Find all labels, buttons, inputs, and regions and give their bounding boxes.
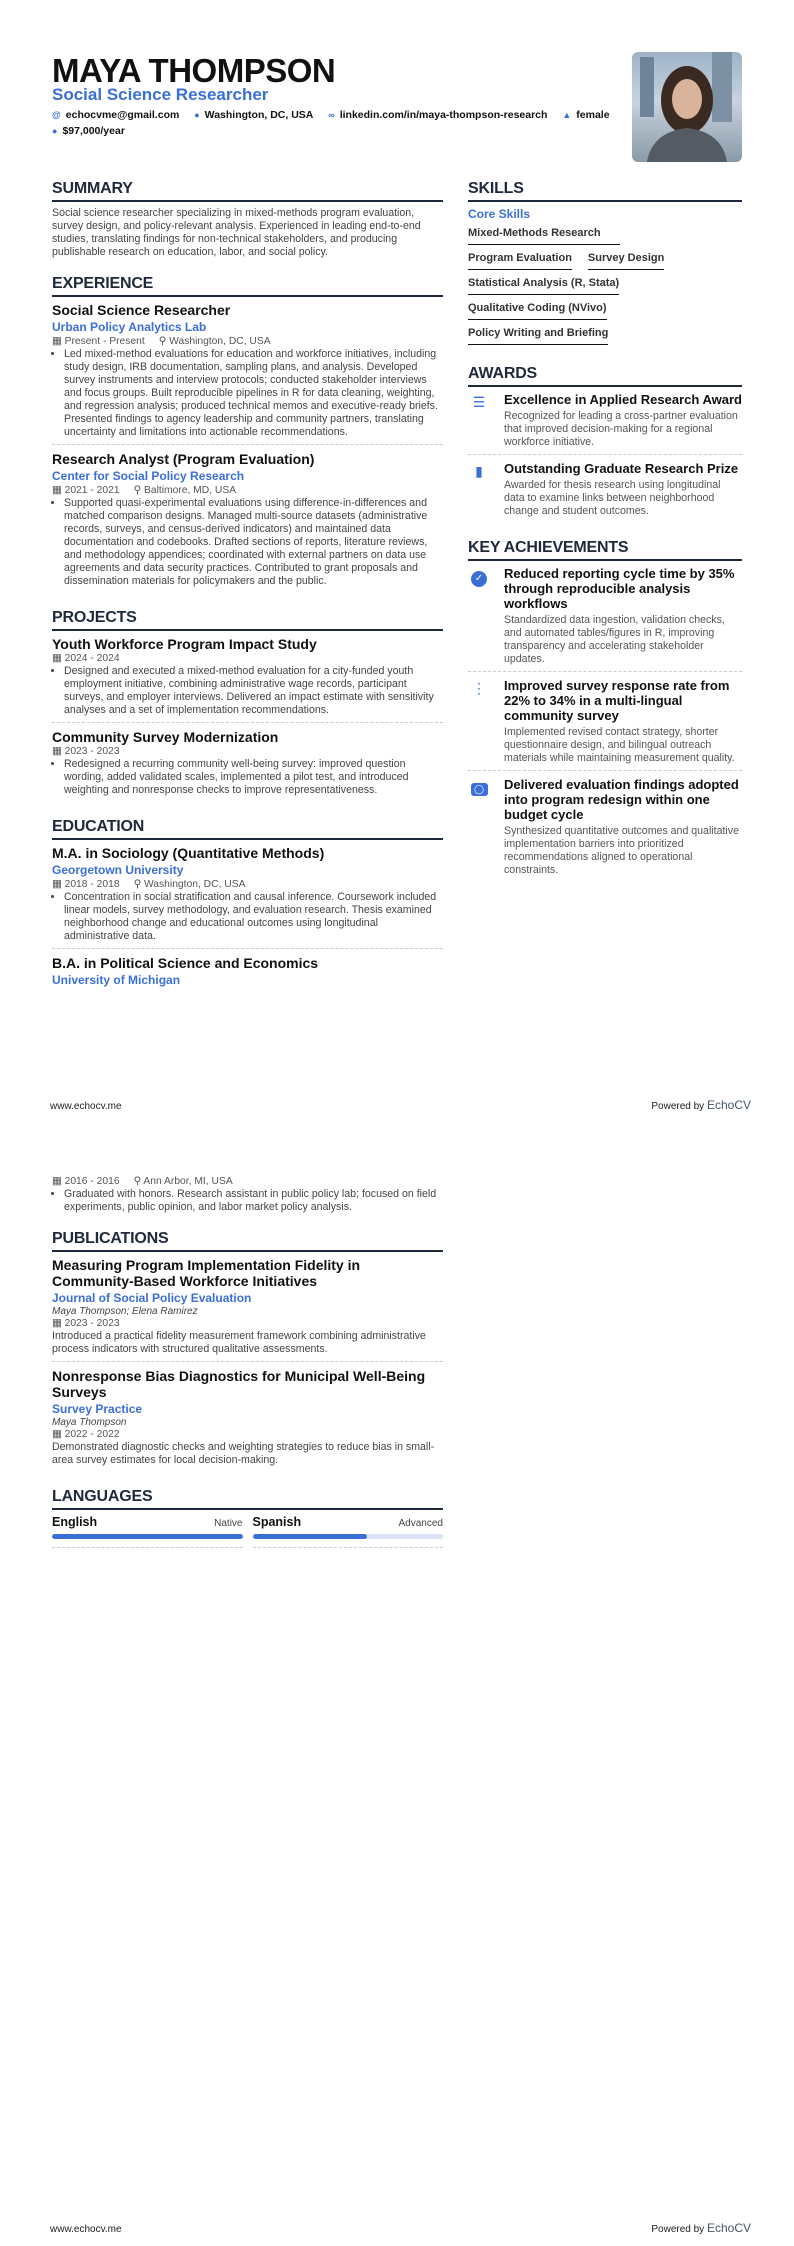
footer-powered-by[interactable]	[651, 2221, 751, 2235]
left-column	[52, 1175, 443, 1564]
publication-venue: Survey Practice	[52, 1402, 143, 1416]
section-heading: EXPERIENCE	[52, 275, 443, 297]
project-item	[52, 636, 443, 723]
email-text: echocvme@gmail.com	[65, 109, 180, 121]
at-icon: @	[52, 110, 61, 120]
publication-text: Introduced a practical fidelity measurement framework combining administrative process indicators with structured qualitative assessments.	[52, 1330, 426, 1355]
linkedin-text: linkedin.com/in/maya-thompson-research	[339, 109, 548, 121]
publication-authors: Maya Thompson; Elena Ramirez	[52, 1306, 198, 1317]
camera-icon: ◯	[468, 777, 490, 877]
candidate-name: MAYA THOMPSON	[52, 52, 336, 89]
location-icon: ⚲	[133, 1176, 144, 1187]
candidate-title: Social Science Researcher	[52, 85, 269, 104]
award-text: Recognized for leading a cross-partner evaluation that improved decision-making for a regional workforce initiative.	[504, 410, 738, 448]
publication-title: Measuring Program Implementation Fidelity in Community-Based Workforce Initiatives	[52, 1257, 361, 1289]
check-circle-icon: ✓	[468, 566, 490, 666]
brand-name: EchoCV	[706, 2221, 751, 2235]
education-item	[52, 845, 443, 949]
location-icon: ⚲	[133, 879, 144, 890]
proficiency-fill	[52, 1534, 243, 1539]
award-item	[468, 461, 742, 523]
dates: 2021 - 2021	[64, 485, 120, 496]
calendar-icon: ▦	[52, 485, 65, 496]
calendar-icon: ▦	[52, 1176, 65, 1187]
publication-title: Nonresponse Bias Diagnostics for Municipal Well-Being Surveys	[52, 1368, 426, 1400]
company-name: Center for Social Policy Research	[52, 469, 245, 483]
bullet: • Supported quasi-experimental evaluations using difference-in-differences and matched comparison designs. Managed multi-source datasets (administrative records, surveys, and census-derived indicators) and maintained data documentation and codebooks. Drafted sections of reports, literature reviews, and methodology appendices; coordinated with external partners on data use agreements and data security practices. Contributed to grant proposals and dissemination materials for policymakers and the public.	[64, 497, 443, 588]
section-heading: EDUCATION	[52, 818, 443, 840]
awards-section	[468, 365, 742, 523]
achievement-text: Synthesized quantitative outcomes and qualitative implementation barriers into prioritized recommendations aligned to operational constraints.	[504, 825, 739, 876]
location: Baltimore, MD, USA	[143, 485, 237, 496]
publication-text: Demonstrated diagnostic checks and weighting strategies to reduce bias in small-area survey estimates for local decision-making.	[52, 1441, 435, 1466]
section-heading: AWARDS	[468, 365, 742, 387]
skill-tag: Qualitative Coding (NVivo)	[468, 299, 607, 320]
award-title: Outstanding Graduate Research Prize	[504, 461, 739, 476]
achievement-text: Implemented revised contact strategy, shorter questionnaire design, and bilingual outreach materials while maintaining measurement quality.	[504, 726, 735, 764]
proficiency-fill	[253, 1534, 367, 1539]
dots-vertical-icon: ⋮	[472, 680, 486, 696]
education-item	[52, 955, 443, 993]
degree: M.A. in Sociology (Quantitative Methods)	[52, 845, 325, 861]
achievement-text: Standardized data ingestion, validation checks, and automated tables/figures in R, improving transparency and accelerating stakeholder updates.	[504, 614, 725, 665]
dates: 2023 - 2023	[64, 1318, 120, 1329]
location-icon: ●	[194, 110, 200, 120]
section-heading: SUMMARY	[52, 180, 443, 202]
contact-linkedin[interactable]	[328, 107, 547, 123]
dates: 2024 - 2024	[64, 653, 120, 664]
achievement-item	[468, 777, 742, 882]
footer-powered-by[interactable]	[651, 1098, 751, 1112]
publication-item	[52, 1257, 443, 1362]
achievement-title: Reduced reporting cycle time by 35% through reproducible analysis workflows	[504, 566, 735, 611]
bullet: • Concentration in social stratification and causal inference. Coursework included linear models, survey methodology, and evaluation research. Thesis examined neighborhood change and educational outcomes using longitudinal administrative data.	[64, 891, 443, 943]
contact-salary	[52, 123, 125, 139]
language-name: English	[52, 1515, 98, 1529]
summary-text: Social science researcher specializing in mixed-methods program evaluation, survey design, and policy-relevant analysis. Experienced in leading end-to-end studies, translating findings for non-technical stakeholders, and producing publishable research on education, labor, and social policy.	[52, 207, 421, 258]
language-item	[253, 1515, 444, 1548]
location-icon: ⚲	[158, 336, 170, 347]
section-heading: SKILLS	[468, 180, 742, 202]
publication-authors: Maya Thompson	[52, 1417, 127, 1428]
language-level: Native	[214, 1518, 243, 1529]
contact-info	[52, 107, 622, 139]
user-icon: ▲	[562, 110, 572, 120]
link-icon: ∞	[328, 110, 335, 120]
skill-tag: Mixed-Methods Research	[468, 224, 620, 245]
dates: Present - Present	[64, 336, 145, 347]
calendar-icon: ▦	[52, 1429, 65, 1440]
contact-email[interactable]	[52, 107, 179, 123]
projects-section	[52, 609, 443, 802]
salary-text: $97,000/year	[62, 125, 125, 137]
contact-gender	[562, 107, 609, 123]
job-title: Research Analyst (Program Evaluation)	[52, 451, 315, 467]
gender-text: female	[576, 109, 610, 121]
powered-text: Powered by	[651, 2224, 705, 2235]
project-item	[52, 729, 443, 802]
location: Ann Arbor, MI, USA	[143, 1176, 233, 1187]
location-text: Washington, DC, USA	[204, 109, 314, 121]
skill-group-title: Core Skills	[468, 207, 531, 221]
calendar-icon: ▦	[52, 653, 65, 664]
education-continued	[52, 1175, 443, 1214]
powered-text: Powered by	[651, 1101, 705, 1112]
achievement-item	[468, 678, 742, 771]
location-icon: ⚲	[133, 485, 144, 496]
achievement-title: Delivered evaluation findings adopted into program redesign within one budget cycle	[504, 777, 739, 822]
education-section	[52, 818, 443, 993]
publications-section	[52, 1230, 443, 1472]
language-item	[52, 1515, 243, 1548]
skill-tag: Policy Writing and Briefing	[468, 324, 608, 345]
experience-item	[52, 302, 443, 445]
achievements-section	[468, 539, 742, 882]
project-title: Community Survey Modernization	[52, 729, 279, 745]
calendar-icon: ▦	[52, 746, 65, 757]
dates: 2023 - 2023	[64, 746, 120, 757]
skill-tag: Statistical Analysis (R, Stata)	[468, 274, 619, 295]
bullet: • Led mixed-method evaluations for education and workforce initiatives, including study design, IRB documentation, sampling plans, and analysis. Developed survey instruments and interview protocols; conducted stakeholder interviews and focus groups. Built reproducible pipelines in R for data cleaning, weighting, and regression analysis; produced technical memos and executive-ready briefs. Presented findings to agency leadership and community partners, translating uncertainty and limitations into actionable recommendations.	[64, 348, 443, 439]
section-heading: PUBLICATIONS	[52, 1230, 443, 1252]
calendar-icon: ▦	[52, 336, 65, 347]
contact-location	[194, 107, 313, 123]
summary-section	[52, 180, 443, 259]
proficiency-bar	[253, 1534, 444, 1539]
document-chart-icon: ▮	[475, 463, 483, 479]
left-column	[52, 180, 443, 1009]
footer-site-link[interactable]: www.echocv.me	[50, 2224, 122, 2235]
proficiency-bar	[52, 1534, 243, 1539]
right-column	[468, 180, 742, 898]
degree: B.A. in Political Science and Economics	[52, 955, 319, 971]
dates: 2016 - 2016	[64, 1176, 120, 1187]
brand-name: EchoCV	[706, 1098, 751, 1112]
bullet: • Designed and executed a mixed-method evaluation for a city-funded youth employment initiative, combining administrative wage records, participant surveys, and employer interviews. Delivered an impact estimate with sensitivity analyses and a set of implementation recommendations.	[64, 665, 443, 717]
achievement-item	[468, 566, 742, 672]
language-level: Advanced	[398, 1518, 443, 1529]
dates: 2022 - 2022	[64, 1429, 120, 1440]
award-title: Excellence in Applied Research Award	[504, 392, 742, 407]
profile-photo	[632, 52, 742, 162]
location: Washington, DC, USA	[169, 336, 271, 347]
achievement-title: Improved survey response rate from 22% to 34% in a multi-lingual community survey	[504, 678, 730, 723]
publication-item	[52, 1368, 443, 1472]
experience-item	[52, 451, 443, 593]
job-title: Social Science Researcher	[52, 302, 231, 318]
language-name: Spanish	[252, 1515, 302, 1529]
skills-section	[468, 180, 742, 349]
award-text: Awarded for thesis research using longitudinal data to examine links between neighborhood change and student outcomes.	[504, 479, 721, 517]
bullet: • Graduated with honors. Research assistant in public policy lab; focused on field experiments, public opinion, and labor market policy analysis.	[64, 1188, 443, 1214]
dates: 2018 - 2018	[64, 879, 120, 890]
salary-icon: ●	[52, 126, 58, 136]
calendar-icon: ▦	[52, 879, 65, 890]
section-heading: LANGUAGES	[52, 1488, 443, 1510]
award-item	[468, 392, 742, 455]
school: Georgetown University	[52, 863, 184, 877]
calendar-icon: ▦	[52, 1318, 65, 1329]
list-icon: ☰	[472, 394, 486, 410]
section-heading: KEY ACHIEVEMENTS	[468, 539, 742, 561]
school: University of Michigan	[52, 973, 181, 987]
experience-section	[52, 275, 443, 593]
company-name: Urban Policy Analytics Lab	[52, 320, 207, 334]
section-heading: PROJECTS	[52, 609, 443, 631]
footer-site-link[interactable]: www.echocv.me	[50, 1101, 122, 1112]
publication-venue: Journal of Social Policy Evaluation	[52, 1291, 252, 1305]
location: Washington, DC, USA	[143, 879, 246, 890]
project-title: Youth Workforce Program Impact Study	[52, 636, 317, 652]
bullet: • Redesigned a recurring community well-being survey: improved question wording, added validated scales, implemented a pilot test, and introduced weighting and nonresponse checks to improve representativeness.	[64, 758, 443, 797]
languages-section	[52, 1488, 443, 1548]
skill-tag: Survey Design	[588, 249, 664, 270]
skill-tag: Program Evaluation	[468, 249, 572, 270]
resume-page-2	[0, 1123, 794, 2246]
